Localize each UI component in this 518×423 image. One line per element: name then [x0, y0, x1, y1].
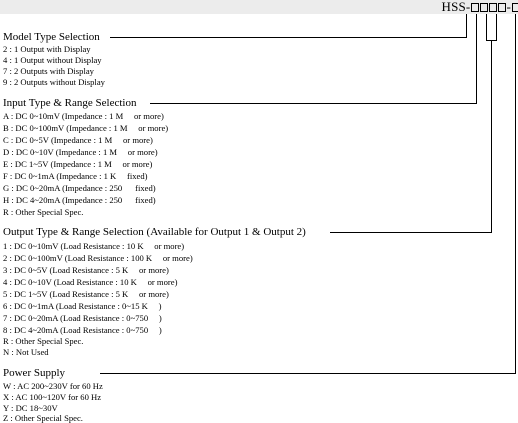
power-supply-leader — [100, 373, 516, 374]
model-type-leader — [110, 37, 467, 38]
model-type-option: 4 : 1 Output without Display — [3, 55, 102, 65]
input-type-option: A : DC 0~10mV (Impedance : 1 M or more) — [3, 111, 164, 121]
input-type-drop — [476, 14, 477, 104]
model-type-drop — [466, 14, 467, 38]
output-type-option: 1 : DC 0~10mV (Load Resistance : 10 K or more) — [3, 241, 185, 251]
output-type-option: N : Not Used — [3, 347, 49, 357]
output-type-option: 5 : DC 1~5V (Load Resistance : 5 K or more) — [3, 289, 169, 299]
power-supply-box — [512, 3, 518, 12]
input-type-option: H : DC 4~20mA (Impedance : 250 fixed) — [3, 195, 156, 205]
input-type-title: Input Type & Range Selection — [3, 97, 137, 109]
model-type-option: 9 : 2 Outputs without Display — [3, 77, 105, 87]
model-type-option: 2 : 1 Output with Display — [3, 44, 91, 54]
output-type-option: 3 : DC 0~5V (Load Resistance : 5 K or more) — [3, 265, 169, 275]
input-type-option: F : DC 0~1mA (Impedance : 1 K fixed) — [3, 171, 148, 181]
model-type-title: Model Type Selection — [3, 31, 100, 43]
input-type-box — [480, 3, 488, 12]
power-supply-drop — [515, 14, 516, 374]
input-type-option: E : DC 1~5V (Impedance : 1 M or more) — [3, 159, 153, 169]
model-code — [441, 0, 518, 15]
output-type-bracket — [486, 14, 497, 41]
power-supply-option: W : AC 200~230V for 60 Hz — [3, 381, 103, 391]
output-type-option: 4 : DC 0~10V (Load Resistance : 10 K or more) — [3, 277, 178, 287]
model-code-dash: - — [506, 0, 511, 14]
output-type-option: 6 : DC 0~1mA (Load Resistance : 0~15 K ) — [3, 301, 162, 311]
power-supply-title: Power Supply — [3, 367, 66, 379]
output-type-title: Output Type & Range Selection (Available for Output 1 & Output 2) — [3, 226, 306, 238]
header-bar — [0, 0, 518, 14]
input-type-option: G : DC 0~20mA (Impedance : 250 fixed) — [3, 183, 156, 193]
model-code-prefix: HSS- — [441, 0, 471, 14]
power-supply-option: Z : Other Special Spec. — [3, 413, 83, 423]
output-type-leader — [330, 232, 491, 233]
input-type-option: D : DC 0~10V (Impedance : 1 M or more) — [3, 147, 158, 157]
power-supply-option: X : AC 100~120V for 60 Hz — [3, 392, 102, 402]
input-type-option: R : Other Special Spec. — [3, 207, 84, 217]
model-type-option: 7 : 2 Outputs with Display — [3, 66, 94, 76]
model-type-box — [471, 3, 479, 12]
input-type-option: B : DC 0~100mV (Impedance : 1 M or more) — [3, 123, 169, 133]
power-supply-option: Y : DC 18~30V — [3, 403, 58, 413]
input-type-option: C : DC 0~5V (Impedance : 1 M or more) — [3, 135, 153, 145]
output-type-option: R : Other Special Spec. — [3, 336, 84, 346]
output-type-option: 8 : DC 4~20mA (Load Resistance : 0~750 ) — [3, 325, 162, 335]
input-type-leader — [150, 103, 477, 104]
output-type-option: 7 : DC 0~20mA (Load Resistance : 0~750 ) — [3, 313, 162, 323]
output-type-option: 2 : DC 0~100mV (Load Resistance : 100 K or more) — [3, 253, 193, 263]
output-type-box — [489, 3, 497, 12]
output-type-drop — [491, 40, 492, 233]
